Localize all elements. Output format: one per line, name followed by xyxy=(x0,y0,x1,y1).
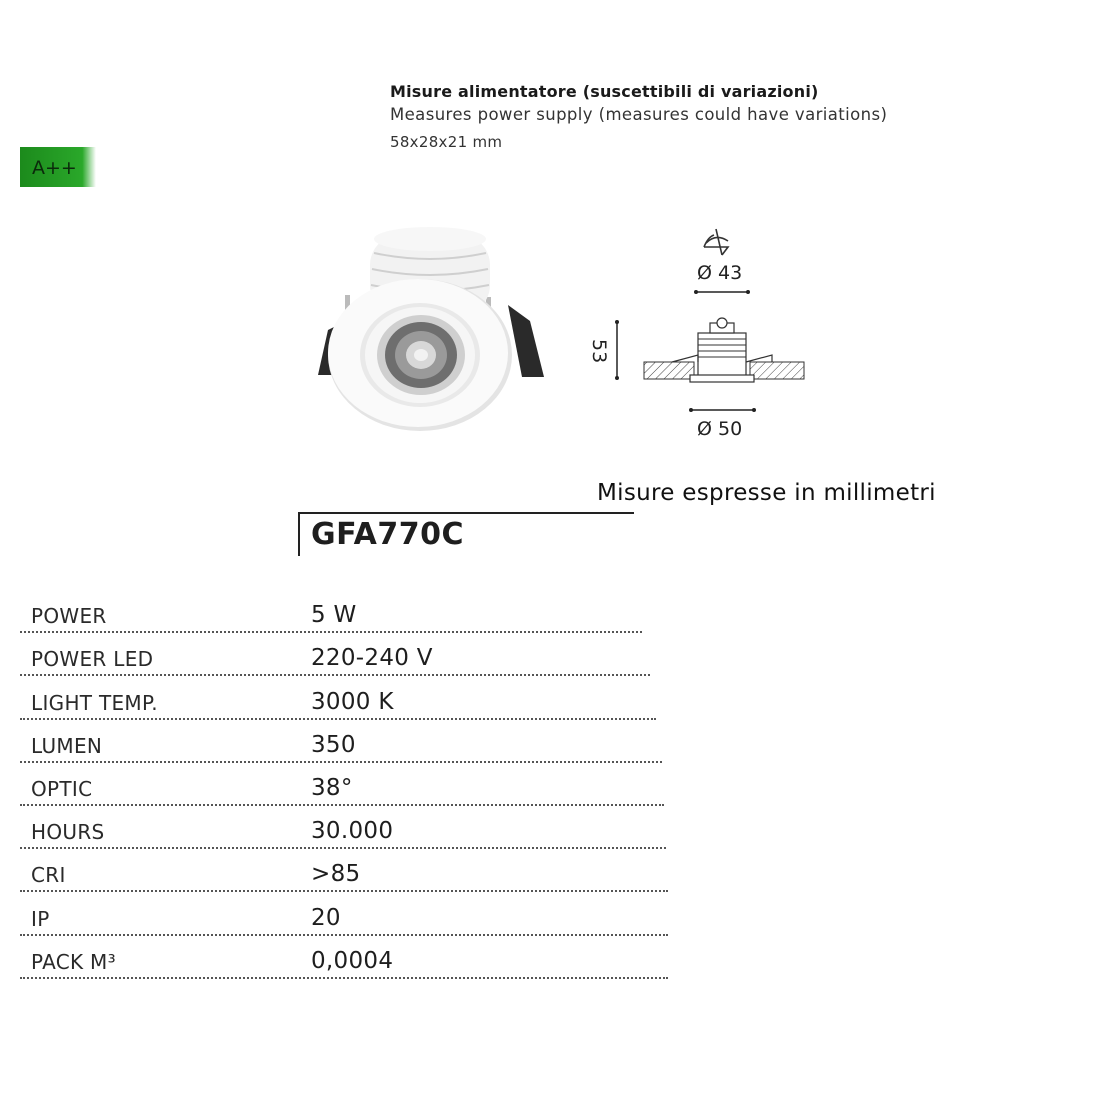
cut-hole-icon xyxy=(704,229,728,255)
product-code: GFA770C xyxy=(311,517,465,552)
measurement-note: Misure espresse in millimetri xyxy=(597,480,936,506)
code-frame-left xyxy=(298,512,300,556)
spec-value: 220-240 V xyxy=(311,645,433,672)
spec-row-lumen xyxy=(20,720,670,763)
bottom-diameter-label: Ø 50 xyxy=(697,418,743,440)
supply-title-it: Misure alimentatore (suscettibili di variazioni) xyxy=(390,82,819,101)
spec-value: 38° xyxy=(311,774,353,801)
spec-value: 20 xyxy=(311,904,341,931)
spec-row-light-temp xyxy=(20,676,670,719)
spec-label: OPTIC xyxy=(31,776,93,801)
spec-label: LUMEN xyxy=(31,733,103,758)
energy-class-label: A++ xyxy=(32,157,77,179)
spec-row-ip xyxy=(20,892,670,935)
supply-title-en: Measures power supply (measures could have variations) xyxy=(390,105,888,124)
spec-label: HOURS xyxy=(31,820,105,845)
spec-value: 0,0004 xyxy=(311,947,394,974)
spec-row-pack xyxy=(20,936,670,979)
product-photo xyxy=(308,225,558,439)
energy-class-badge xyxy=(20,147,96,187)
spec-row-hours xyxy=(20,806,670,849)
supply-size: 58x28x21 mm xyxy=(390,133,503,151)
top-diameter-label: Ø 43 xyxy=(697,262,743,284)
technical-drawing xyxy=(580,225,820,440)
spec-label: POWER LED xyxy=(31,647,154,672)
spec-row-power-led xyxy=(20,633,670,676)
spec-label: LIGHT TEMP. xyxy=(31,690,158,715)
spec-label: CRI xyxy=(31,863,66,888)
spec-row-power xyxy=(20,590,670,633)
spec-label: IP xyxy=(31,906,50,931)
spec-value: 350 xyxy=(311,731,356,758)
code-frame-top xyxy=(300,512,634,514)
spec-value: 3000 K xyxy=(311,688,394,715)
downlight-illustration xyxy=(308,225,558,435)
spec-value: 5 W xyxy=(311,602,357,629)
spec-label: PACK M³ xyxy=(31,949,116,974)
spec-row-optic xyxy=(20,763,670,806)
power-supply-info xyxy=(390,82,887,151)
spec-value: >85 xyxy=(311,861,361,888)
spec-row-cri xyxy=(20,849,670,892)
spec-table xyxy=(20,590,670,979)
spec-value: 30.000 xyxy=(311,818,394,845)
height-label: 53 xyxy=(588,339,610,364)
row-divider xyxy=(20,977,668,979)
spec-label: POWER xyxy=(31,604,107,629)
technical-drawing-lines xyxy=(580,225,820,425)
